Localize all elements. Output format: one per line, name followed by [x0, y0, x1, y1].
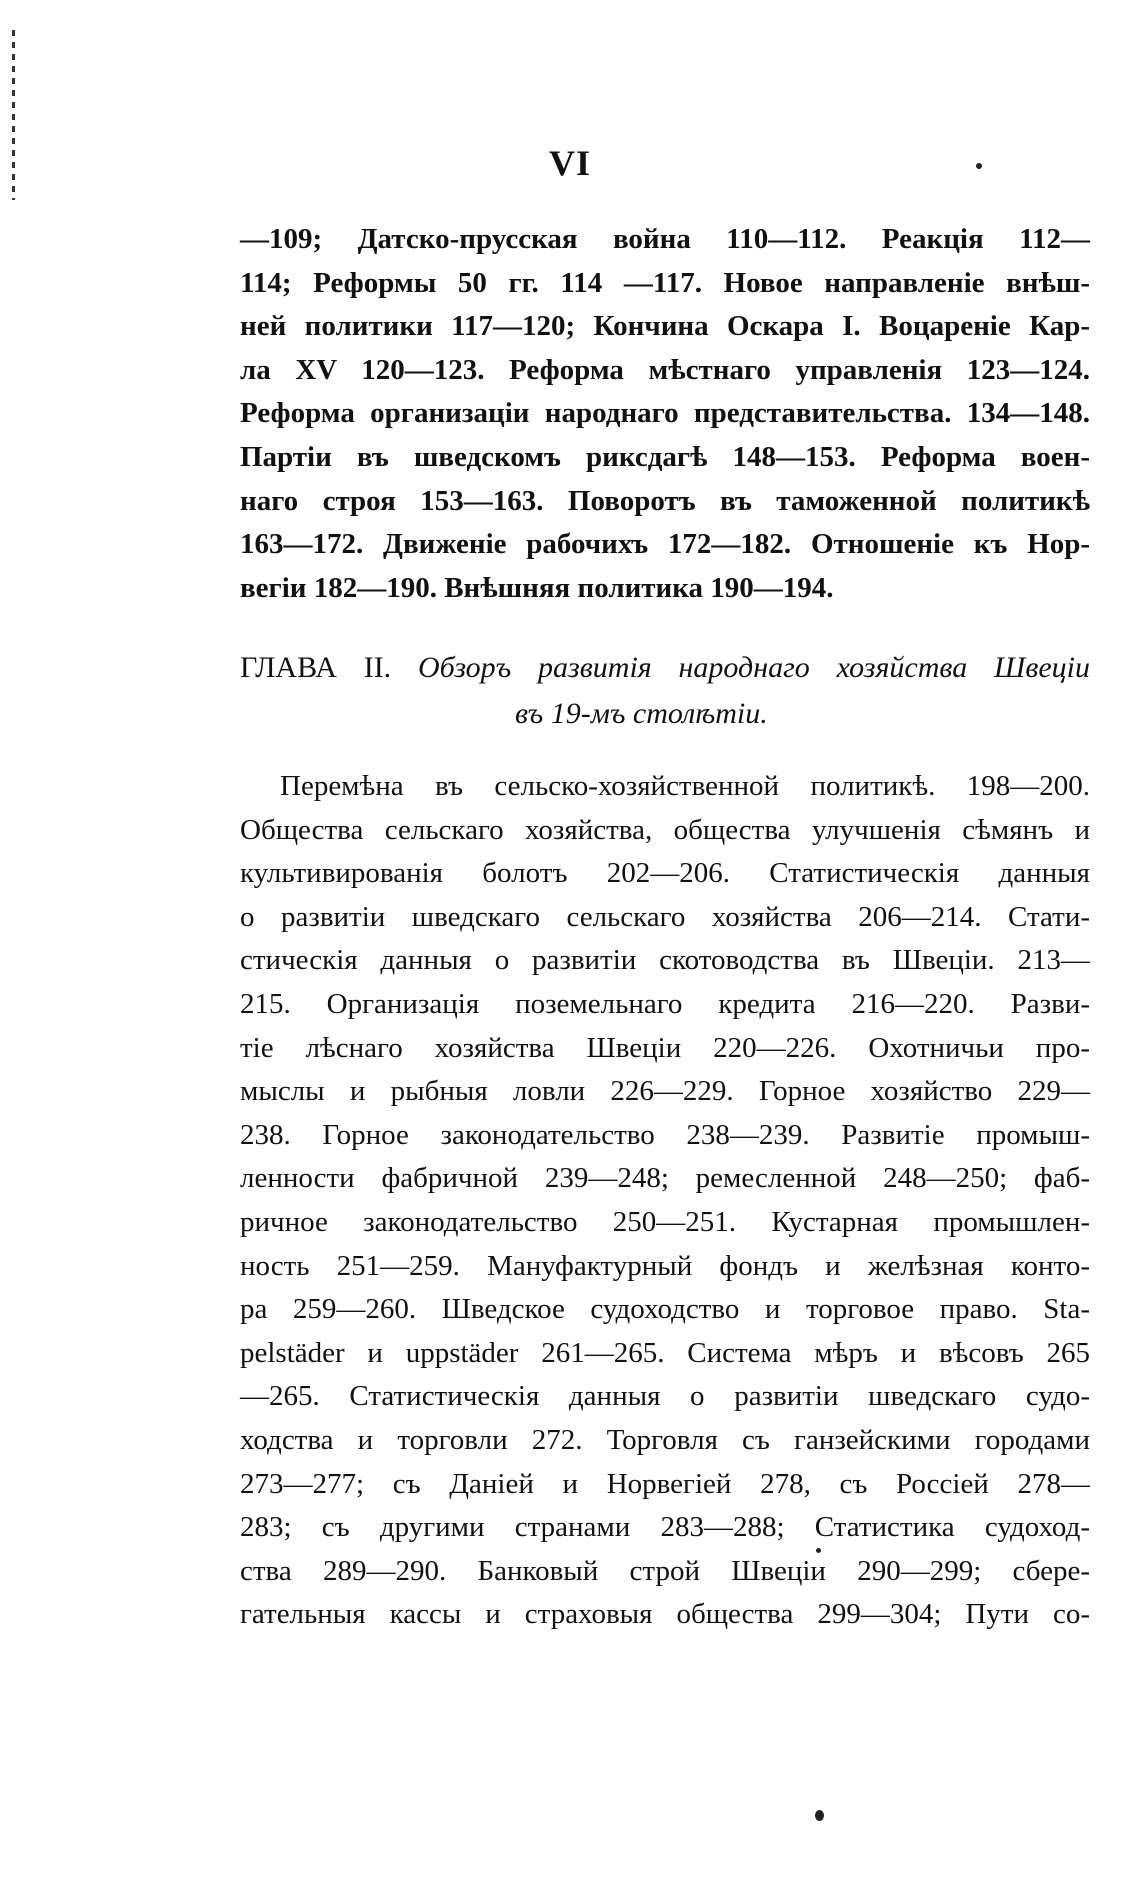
text-line: ричное законодательство 250—251. Кустарная промышлен- — [240, 1205, 1090, 1238]
text-line: культивированія болотъ 202—206. Статистическія данныя — [240, 857, 1090, 890]
text-line: 163—172. Движеніе рабочихъ 172—182. Отношеніе къ Нор- — [240, 528, 1090, 561]
text-line: тіе лѣснаго хозяйства Швеціи 220—226. Охотничьи про- — [240, 1031, 1090, 1064]
text-line: ла XV 120—123. Реформа мѣстнаго управленія 123—124. — [240, 353, 1090, 386]
toc-block-2 — [240, 765, 1090, 1637]
text-line: 273—277; съ Даніей и Норвегіей 278, съ Россіей 278— — [240, 1467, 1090, 1500]
chapter-title: Обзоръ развитія народнаго хозяйства Швеціи — [418, 651, 1090, 684]
speck — [815, 1810, 824, 1821]
text-line: ходства и торговли 272. Торговля съ ганзейскими городами — [240, 1423, 1090, 1456]
text-line: Партіи въ шведскомъ риксдагѣ 148—153. Реформа воен- — [240, 440, 1090, 473]
text-line: —109; Датско-прусская война 110—112. Реакція 112— — [240, 223, 1090, 255]
text-line: 114; Реформы 50 гг. 114 —117. Новое направленіе внѣш- — [240, 266, 1090, 299]
text-line: ней политики 117—120; Кончина Оскара I. Воцареніе Кар- — [240, 310, 1090, 343]
chapter-title-continued: въ 19-мъ столѣтіи. — [515, 697, 768, 730]
text-line: стическія данныя о развитіи скотоводства въ Швеціи. 213— — [240, 944, 1090, 977]
toc-block-1 — [240, 218, 1090, 610]
page-number: VI — [548, 143, 591, 183]
chapter-heading-line — [240, 691, 1090, 737]
text-line: вегіи 182—190. Внѣшняя политика 190—194. — [240, 571, 834, 604]
text-line: Общества сельскаго хозяйства, общества улучшенія сѣмянъ и — [240, 813, 1090, 846]
text-line: ленности фабричной 239—248; ремесленной 248—250; фаб- — [240, 1162, 1090, 1195]
text-line: Реформа организаціи народнаго представительства. 134—148. — [240, 397, 1090, 430]
speck — [976, 163, 982, 169]
text-line: pelstäder и uppstäder 261—265. Система мѣръ и вѣсовъ 265 — [240, 1336, 1090, 1369]
chapter-heading — [240, 645, 1090, 737]
text-line: ства 289—290. Банковый строй Швеціи 290—299; сбере- — [240, 1554, 1090, 1587]
text-line: гательныя кассы и страховыя общества 299—304; Пути со- — [240, 1598, 1090, 1631]
text-line: 215. Организація поземельнаго кредита 216—220. Разви- — [240, 987, 1090, 1020]
text-line: Перемѣна въ сельско-хозяйственной политикѣ. 198—200. — [280, 770, 1090, 802]
text-line: мыслы и рыбныя ловли 226—229. Горное хозяйство 229— — [240, 1075, 1090, 1108]
chapter-heading-line — [240, 645, 1090, 691]
text-line: 283; съ другими странами 283—288; Статистика судоход- — [240, 1511, 1090, 1544]
text-line: о развитіи шведскаго сельскаго хозяйства 206—214. Стати- — [240, 900, 1090, 933]
text-line: ность 251—259. Мануфактурный фондъ и желѣзная конто- — [240, 1249, 1090, 1282]
text-line: ра 259—260. Шведское судоходство и торговое право. Sta- — [240, 1293, 1090, 1326]
text-line: 238. Горное законодательство 238—239. Развитіе промыш- — [240, 1118, 1090, 1151]
text-line: наго строя 153—163. Поворотъ въ таможенной политикѣ — [240, 484, 1090, 517]
text-line: —265. Статистическія данныя о развитіи шведскаго судо- — [240, 1380, 1090, 1413]
chapter-label: ГЛАВА II. — [240, 651, 392, 684]
